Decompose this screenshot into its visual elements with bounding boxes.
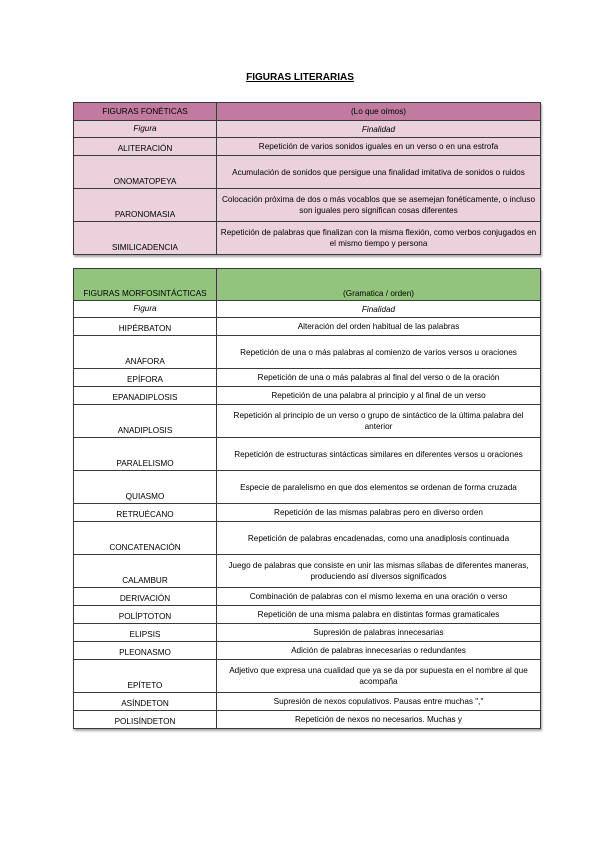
subheader-figura: Figura [74,121,217,138]
header-purpose: (Lo que oímos) [217,103,541,121]
morphosyntactic-figures-table [73,268,541,729]
table-row [74,588,541,606]
table-row [74,138,541,156]
figure-name: ELIPSIS [74,624,217,642]
figure-name: QUIASMO [74,471,217,504]
figure-purpose: Acumulación de sonidos que persigue una finalidad imitativa de sonidos o ruidos [217,156,541,189]
figure-name: CALAMBUR [74,555,217,588]
header-figure-type: FIGURAS FONÉTICAS [74,103,217,121]
figure-purpose: Supresión de nexos copulativos. Pausas entre muchas "," [217,693,541,711]
table-row [74,222,541,255]
table-header-row [74,269,541,301]
figure-purpose: Repetición de palabras que finalizan con la misma flexión, como verbos conjugados en el mismo tiempo y persona [217,222,541,255]
figure-purpose: Colocación próxima de dos o más vocablos que se asemejan fonéticamente, o incluso son iguales pero significan cosas diferentes [217,189,541,222]
figure-name: ALITERACIÓN [74,138,217,156]
figure-name: POLÍPTOTON [74,606,217,624]
figure-purpose: Repetición de nexos no necesarios. Muchas y [217,711,541,729]
header-purpose: (Gramatica / orden) [217,269,541,301]
table-row [74,711,541,729]
figure-name: PARALELISMO [74,438,217,471]
figure-name: RETRUÉCANO [74,504,217,522]
table-subheader-row [74,121,541,138]
figure-name: ANADIPLOSIS [74,405,217,438]
page-title: FIGURAS LITERARIAS [246,72,354,83]
figure-purpose: Alteración del orden habitual de las palabras [217,318,541,336]
table-row [74,693,541,711]
table-row [74,189,541,222]
figure-purpose: Repetición de una misma palabra en distintas formas gramaticales [217,606,541,624]
figure-name: EPANADIPLOSIS [74,387,217,405]
figure-purpose: Repetición de una palabra al principio y al final de un verso [217,387,541,405]
figure-purpose: Adjetivo que expresa una cualidad que ya se da por supuesta en el nombre al que acompaña [217,660,541,693]
figure-purpose: Repetición de palabras encadenadas, como una anadiplosis continuada [217,522,541,555]
figure-purpose: Repetición de una o más palabras al comienzo de varios versos u oraciones [217,336,541,369]
header-figure-type: FIGURAS MORFOSINTÁCTICAS [74,269,217,301]
fonetic-figures-table [73,102,541,255]
table-subheader-row [74,301,541,318]
table-row [74,405,541,438]
table-row [74,504,541,522]
figure-purpose: Repetición al principio de un verso o grupo de sintáctico de la última palabra del anterior [217,405,541,438]
table-row [74,336,541,369]
table-row [74,522,541,555]
figure-purpose: Adición de palabras innecesarias o redundantes [217,642,541,660]
figure-purpose: Repetición de varios sonidos iguales en un verso o en una estrofa [217,138,541,156]
figure-name: ONOMATOPEYA [74,156,217,189]
table-header-row [74,103,541,121]
table-row [74,369,541,387]
table-row [74,555,541,588]
table-row [74,660,541,693]
figure-purpose: Repetición de estructuras sintácticas similares en diferentes versos u oraciones [217,438,541,471]
table-row [74,624,541,642]
figure-name: ANÁFORA [74,336,217,369]
subheader-finalidad: Finalidad [217,121,541,138]
table-row [74,642,541,660]
figure-name: PARONOMASIA [74,189,217,222]
figure-name: POLISÍNDETON [74,711,217,729]
figure-purpose: Repetición de las mismas palabras pero en diverso orden [217,504,541,522]
figure-purpose: Especie de paralelismo en que dos elementos se ordenan de forma cruzada [217,471,541,504]
table-row [74,387,541,405]
table-row [74,318,541,336]
figure-name: SIMILICADENCIA [74,222,217,255]
subheader-figura: Figura [74,301,217,318]
figure-name: EPÍTETO [74,660,217,693]
table-row [74,156,541,189]
figure-purpose: Juego de palabras que consiste en unir las mismas sílabas de diferentes maneras, produciendo así diversos significados [217,555,541,588]
figure-name: PLEONASMO [74,642,217,660]
table-row [74,606,541,624]
table-row [74,471,541,504]
figure-name: ASÍNDETON [74,693,217,711]
figure-name: CONCATENACIÓN [74,522,217,555]
figure-purpose: Repetición de una o más palabras al final del verso o de la oración [217,369,541,387]
subheader-finalidad: Finalidad [217,301,541,318]
figure-purpose: Combinación de palabras con el mismo lexema en una oración o verso [217,588,541,606]
figure-name: HIPÉRBATON [74,318,217,336]
figure-purpose: Supresión de palabras innecesarias [217,624,541,642]
figure-name: EPÍFORA [74,369,217,387]
table-row [74,438,541,471]
figure-name: DERIVACIÓN [74,588,217,606]
